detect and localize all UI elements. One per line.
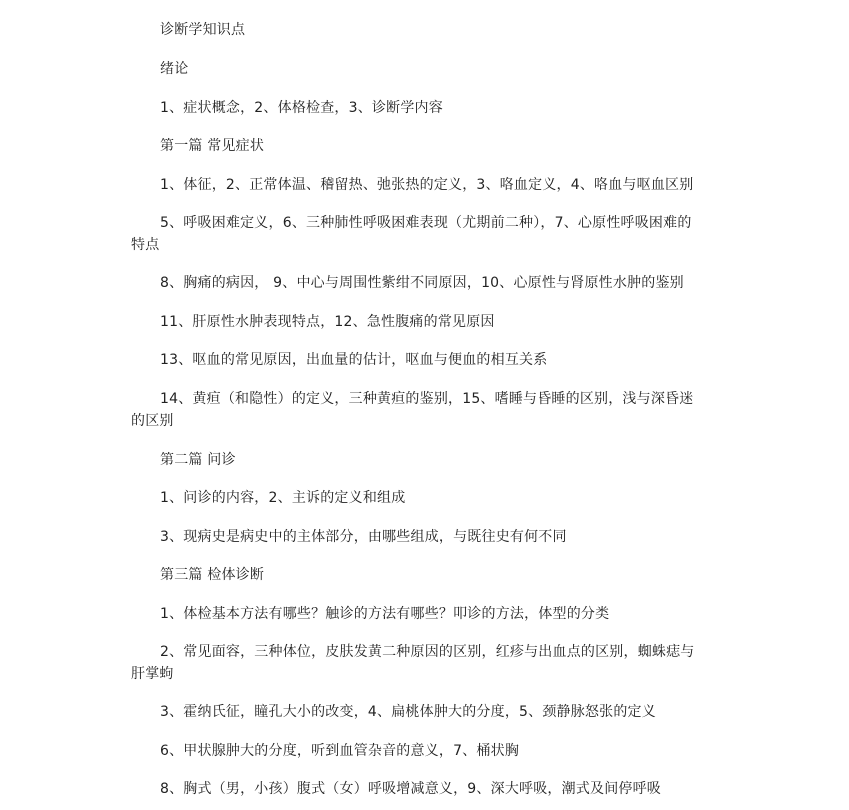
part3-heading: 第三篇 检体诊断 [160, 567, 265, 583]
part1-item-4: 11、肝原性水肿表现特点，12、急性腹痛的常见原因 [160, 314, 495, 330]
part1-heading: 第一篇 常见症状 [160, 138, 265, 154]
part3-item-5: 8、胸式（男，小孩）腹式（女）呼吸增减意义，9、深大呼吸，潮式及间停呼吸 [160, 781, 662, 797]
part2-item-1: 1、问诊的内容，2、主诉的定义和组成 [160, 490, 406, 506]
part1-item-2-line2: 特点 [131, 237, 160, 253]
intro-heading: 绪论 [160, 61, 189, 77]
part1-item-3: 8、胸痛的病因， 9、中心与周围性紫绀不同原因，10、心原性与肾原性水肿的鉴别 [160, 275, 684, 291]
document-title: 诊断学知识点 [160, 22, 246, 38]
part3-item-2-line1: 2、常见面容，三种体位，皮肤发黄二种原因的区别，红疹与出血点的区别，蜘蛛痣与 [160, 644, 695, 660]
part3-item-4: 6、甲状腺肿大的分度，听到血管杂音的意义，7、桶状胸 [160, 743, 520, 759]
part1-item-6-line1: 14、黄疸（和隐性）的定义，三种黄疸的鉴别，15、嗜睡与昏睡的区别，浅与深昏迷 [160, 391, 694, 407]
part1-item-6-line2: 的区别 [131, 413, 174, 429]
part2-heading: 第二篇 问诊 [160, 452, 236, 468]
part3-item-2-line2: 肝掌蚼 [131, 666, 174, 682]
part3-item-3: 3、霍纳氏征，瞳孔大小的改变，4、扁桃体肿大的分度，5、颈静脉怒张的定义 [160, 704, 656, 720]
part3-item-1: 1、体检基本方法有哪些？触诊的方法有哪些？叩诊的方法，体型的分类 [160, 606, 610, 622]
part1-item-2-line1: 5、呼吸困难定义，6、三种肺性呼吸困难表现（尤期前二种），7、心原性呼吸困难的 [160, 215, 692, 231]
part2-item-2: 3、现病史是病史中的主体部分，由哪些组成，与既往史有何不同 [160, 529, 567, 545]
intro-item: 1、症状概念，2、体格检查，3、诊断学内容 [160, 100, 443, 116]
part1-item-5: 13、呕血的常见原因，出血量的估计，呕血与便血的相互关系 [160, 352, 548, 368]
part1-item-1: 1、体征，2、正常体温、稽留热、弛张热的定义，3、咯血定义，4、咯血与呕血区别 [160, 177, 694, 193]
